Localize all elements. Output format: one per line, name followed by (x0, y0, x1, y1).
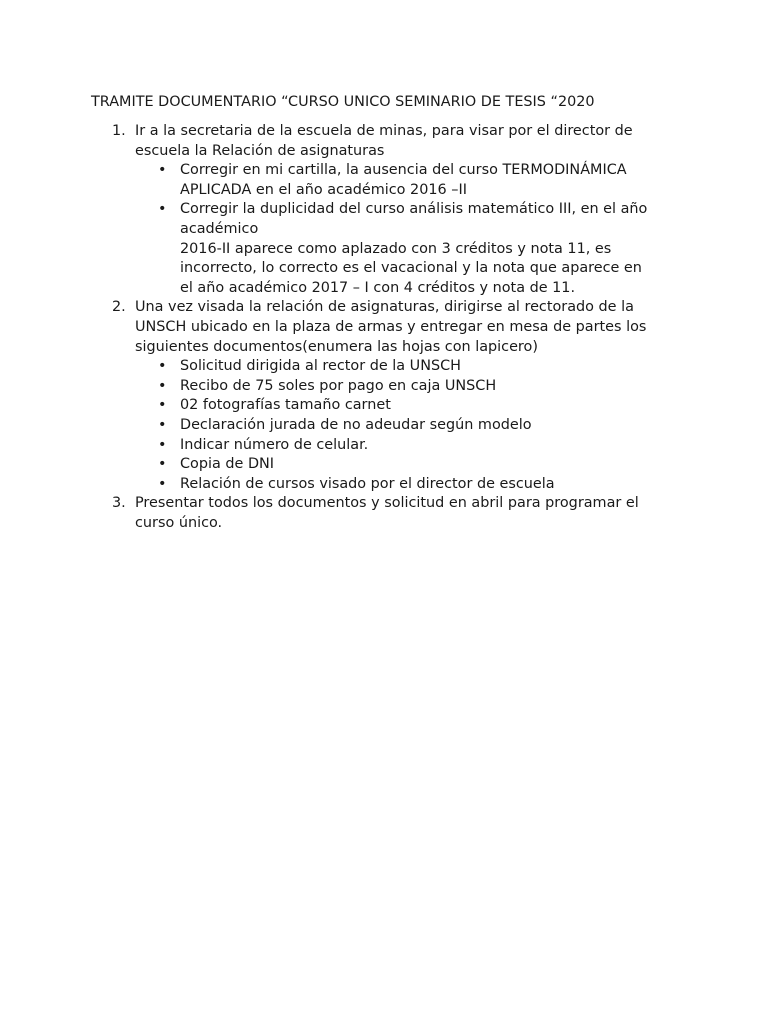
bullet-text: Solicitud dirigida al rector de la UNSCH (180, 358, 461, 375)
bullet-text: Copia de DNI (180, 456, 275, 473)
bullet-dot-icon: • (158, 377, 167, 394)
bullet-dot-icon: • (158, 475, 167, 492)
bullet-dot-icon: • (158, 201, 167, 218)
bullet-item (135, 357, 691, 377)
step-number: 3. (112, 495, 126, 512)
bullet-text: 02 fotografías tamaño carnet (180, 397, 391, 414)
bullet-item (135, 416, 691, 436)
step-text: siguientes documentos(enumera las hojas con lapicero) (135, 338, 538, 355)
bullet-text: 2016-II aparece como aplazado con 3 créditos y nota 11, es (180, 240, 612, 257)
bullet-list (135, 161, 691, 298)
step-number: 1. (112, 123, 126, 139)
bullet-item (135, 396, 691, 416)
bullet-dot-icon: • (158, 456, 167, 473)
step-text: Ir a la secretaria de la escuela de minas, para visar por el director de (135, 123, 633, 139)
document-title: TRAMITE DOCUMENTARIO “CURSO UNICO SEMINARIO DE TESIS “2020 (91, 94, 595, 110)
bullet-dot-icon: • (158, 162, 167, 179)
bullet-text: Corregir en mi cartilla, la ausencia del curso TERMODINÁMICA (180, 162, 627, 179)
bullet-dot-icon: • (158, 436, 167, 453)
bullet-list (135, 357, 691, 494)
bullet-text: académico (180, 220, 259, 237)
bullet-item (135, 455, 691, 475)
step-number: 2. (112, 299, 126, 316)
bullet-item (135, 200, 691, 298)
bullet-item (135, 436, 691, 456)
bullet-text: APLICADA en el año académico 2016 –II (180, 181, 467, 198)
step-text: escuela la Relación de asignaturas (135, 142, 385, 159)
bullet-item (135, 377, 691, 397)
bullet-text: Corregir la duplicidad del curso análisis matemático III, en el año (180, 201, 648, 218)
bullet-text: Relación de cursos visado por el director de escuela (180, 475, 555, 492)
step-text: UNSCH ubicado en la plaza de armas y entregar en mesa de partes los (135, 318, 647, 335)
step-item (91, 122, 691, 298)
step-text: Una vez visada la relación de asignaturas, dirigirse al rectorado de la (135, 299, 634, 316)
step-item (91, 494, 691, 533)
step-item (91, 298, 691, 494)
bullet-dot-icon: • (158, 416, 167, 433)
bullet-dot-icon: • (158, 397, 167, 414)
bullet-item (135, 475, 691, 495)
step-text: curso único. (135, 514, 223, 531)
bullet-item (135, 161, 691, 200)
steps-list (91, 122, 691, 533)
step-text: Presentar todos los documentos y solicitud en abril para programar el (135, 495, 639, 512)
bullet-dot-icon: • (158, 358, 167, 375)
bullet-text: el año académico 2017 – I con 4 créditos y nota de 11. (180, 279, 576, 296)
bullet-text: Indicar número de celular. (180, 436, 369, 453)
bullet-text: Declaración jurada de no adeudar según modelo (180, 416, 532, 433)
bullet-text: incorrecto, lo correcto es el vacacional y la nota que aparece en (180, 260, 642, 277)
bullet-text: Recibo de 75 soles por pago en caja UNSCH (180, 377, 497, 394)
